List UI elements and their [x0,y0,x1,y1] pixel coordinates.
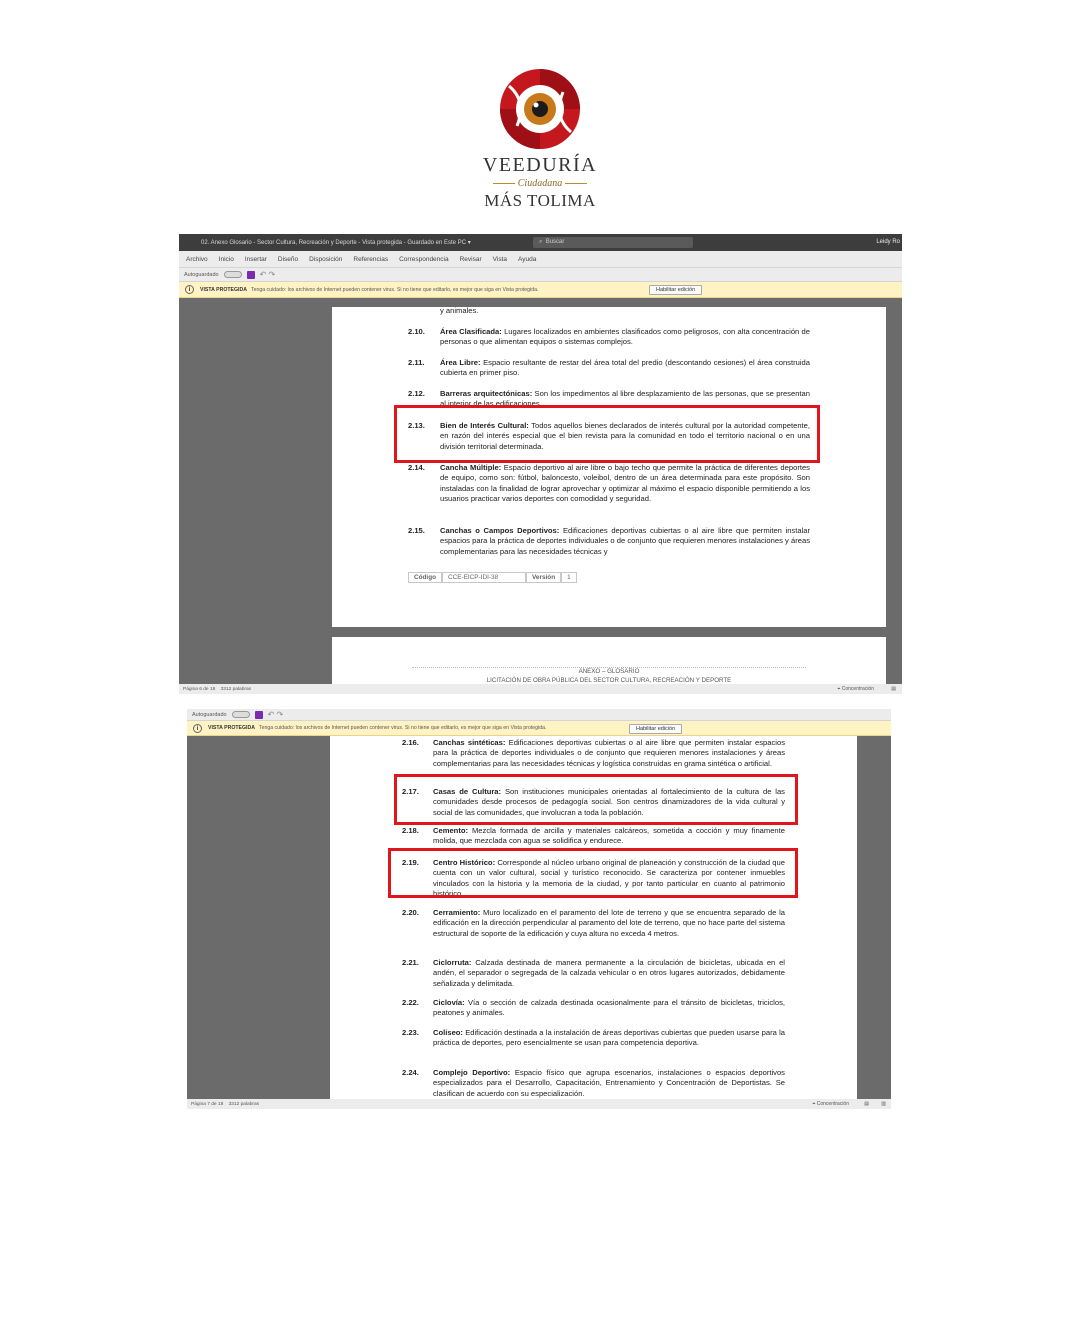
entry-text: Espacio resultante de restar del área total del predio (descontando cesiones) el área construida cubierta en primer piso. [440,358,810,378]
ribbon-tabs [179,251,902,268]
document-canvas[interactable] [179,307,902,684]
logo-rule-left [493,183,515,184]
entry-term: Centro Histórico: [433,858,496,867]
user-name[interactable]: Leidy Ro [876,239,900,245]
status-bar [179,684,902,694]
quick-access-toolbar [187,709,891,721]
tab-archivo[interactable]: Archivo [186,255,208,263]
focus-label: Concentración [816,1101,849,1107]
veeduria-logo [480,66,600,211]
entry-term: Coliseo: [433,1028,463,1037]
entry-text: Lugares localizados en ambientes clasificados como peligrosos, con alta concentración de personas o que alimentan equipos o sistemas complejos. [440,327,810,347]
protected-view-bar [187,721,891,736]
document-footer-code [408,572,577,583]
word-window-screenshot-2 [187,709,891,1109]
glossary-entry [402,826,785,847]
entry-text: Edificación destinada a la instalación de áreas deportivas cubiertas que pueden usarse para la práctica de deportes, pero esencialmente se usan para competencia deportiva. [433,1028,785,1048]
quick-access-toolbar [179,268,902,282]
glossary-entry [408,526,810,557]
entry-term: Ciclorruta: [433,958,472,967]
undo-icon[interactable]: ↶ ↷ [259,270,276,279]
entry-number: 2.23. [402,1028,419,1037]
search-input[interactable]: ⌕ Buscar [533,237,693,248]
entry-term: Complejo Deportivo: [433,1068,511,1077]
entry-text: Son los impedimentos al libre desplazamiento de las personas, que se presentan al interior de las edificaciones. [440,389,810,409]
glossary-entry [402,958,785,989]
autosave-label: Autoguardado [192,711,227,718]
tab-ayuda[interactable]: Ayuda [518,255,537,263]
entry-text: Muro localizado en el paramento del lote de terreno y que se encuentra separado de la edificación en la dirección perpendicular al paramento del lote de terreno, que no hace parte del sistema estructural de soporte de la edificación y cuya altura no exceda 4 metros. [433,908,785,938]
entry-number: 2.11. [408,358,425,367]
status-word-count[interactable]: 3312 palabras [220,686,252,692]
document-page [332,307,886,627]
glossary-entry [402,908,785,939]
fragment-text: y animales. [440,307,479,315]
tab-diseno[interactable]: Diseño [277,255,299,263]
entry-number: 2.24. [402,1068,419,1077]
next-page-header: ANEXO – GLOSARIO [412,667,806,675]
glossary-entry [408,358,810,379]
entry-number: 2.20. [402,908,419,917]
entry-text: Edificaciones deportivas cubiertas o al aire libre que permiten instalar espacios para la práctica de deportes individuales o de conjunto que requieren menores instalaciones y áreas complementarias para las necesidades técnicas y logística construidas en grama sintética o artificial. [433,738,785,768]
glossary-entry [408,463,810,505]
logo-rule-right [565,183,587,184]
glossary-entry [402,998,785,1019]
search-placeholder: Buscar [545,239,565,245]
entry-term: Cancha Múltiple: [440,463,502,472]
status-word-count[interactable]: 3312 palabras [228,1101,260,1107]
entry-text: Todos aquellos bienes declarados de interés cultural por la autoridad competente, en razón del interés especial que el bien revista para la comunidad en todo el territorio nacional o en una división territorial determinada. [440,421,810,451]
entry-text: Corresponde al núcleo urbano original de planeación y construcción de la ciudad que cuenta con un valor cultural, social y turístico reconocido. Se caracteriza por contener inmuebles vinculados con la historia y la memoria de la ciudad, y por tanto particular en cuanto al patrimonio histórico. [433,858,785,899]
eye-emblem-icon [497,66,583,152]
status-bar [187,1099,891,1109]
entry-number: 2.17. [402,787,419,796]
entry-text: Vía o sección de calzada destinada ocasionalmente para el tránsito de bicicletas, triciclos, peatones y animales. [433,998,785,1018]
word-window-screenshot-1 [179,234,902,694]
highlight-box-2-13 [394,405,820,463]
save-icon[interactable] [247,271,255,279]
protected-view-message: Tenga cuidado: los archivos de Internet pueden contener virus. Si no tiene que editarlo, es mejor que siga en Vista protegida. [258,725,547,731]
entry-number: 2.12. [408,389,425,398]
tab-inicio[interactable]: Inicio [218,255,234,263]
entry-number: 2.10. [408,327,425,336]
logo-subtitle: Ciudadana [517,178,563,189]
focus-label: Concentración [841,686,874,692]
entry-term: Casas de Cultura: [433,787,502,796]
entry-term: Área Clasificada: [440,327,502,336]
enable-editing-button[interactable]: Habilitar edición [629,724,682,734]
entry-number: 2.22. [402,998,419,1007]
entry-text: Espacio deportivo al aire libre o bajo techo que permite la práctica de diferentes deportes de equipo, como son: fútbol, baloncesto, voleibol, dentro de un área determinada para este propósito. Son instaladas con la finalidad de lograr aprovechar y optimizar al máximo el espacio disponible permitiendo a los usuarios practicar varios deportes con comodidad y seguridad. [440,463,810,504]
next-document-page [332,637,886,684]
highlight-box-2-17 [394,774,798,825]
read-mode-icon[interactable]: ▤ [891,686,896,692]
protected-view-label: VISTA PROTEGIDA [208,725,255,731]
focus-mode-button[interactable]: ⌖ Concentración [812,1101,849,1107]
focus-mode-button[interactable]: ⌖ Concentración [837,686,874,692]
entry-number: 2.21. [402,958,419,967]
entry-term: Ciclovía: [433,998,465,1007]
tab-referencias[interactable]: Referencias [353,255,389,263]
read-mode-icon[interactable]: ▤ [864,1101,869,1107]
logo-subtitle-row [480,178,600,189]
save-icon[interactable] [255,711,263,719]
next-page-subheader: LICITACIÓN DE OBRA PÚBLICA DEL SECTOR CULTURA, RECREACIÓN Y DEPORTE [486,677,732,684]
entry-number: 2.19. [402,858,419,867]
status-page-count[interactable]: Página 6 de 18 [183,686,216,692]
entry-text: Son instituciones municipales orientadas al fortalecimiento de la cultura de las comunidades desde procesos de pedagogía social. Son centros dinamizadores de la vida cultural y social de las comunidades, que involucran a toda la población. [433,787,785,817]
entry-text: Edificaciones deportivas cubiertas o al aire libre que permiten instalar espacios para la práctica de deportes individuales o de conjunto que requieren menores instalaciones y áreas complementarias para las necesidades técnicas y [440,526,810,556]
info-icon: i [185,285,194,294]
entry-text: Espacio físico que agrupa escenarios, instalaciones o espacios deportivos especializados para el Desarrollo, Capacitación, Entrenamiento y Concentración de Deportistas. Se clasifican de acuerdo con su especialización. [433,1068,785,1098]
entry-term: Bien de Interés Cultural: [440,421,529,430]
glossary-entry [402,1028,785,1049]
info-icon: i [193,724,202,733]
logo-tagline: MÁS TOLIMA [484,191,596,210]
protected-view-bar [179,282,902,298]
version-value: 1 [561,572,577,583]
tab-revisar[interactable]: Revisar [459,255,482,263]
entry-number: 2.14. [408,463,425,472]
version-label: Versión [526,572,561,583]
tab-disposicion[interactable]: Disposición [309,255,343,263]
protected-view-message: Tenga cuidado: los archivos de Internet pueden contener virus. Si no tiene que editarlo, es mejor que siga en Vista protegida. [250,286,539,293]
entry-term: Área Libre: [440,358,481,367]
highlight-box-2-19 [388,848,798,898]
tab-correspondencia[interactable]: Correspondencia [399,255,449,263]
entry-term: Cerramiento: [433,908,481,917]
window-titlebar [179,234,902,251]
logo-title: VEEDURÍA [482,154,598,176]
protected-view-label: VISTA PROTEGIDA [200,286,247,293]
print-layout-icon[interactable]: ▥ [881,1101,886,1107]
entry-term: Canchas o Campos Deportivos: [440,526,560,535]
entry-number: 2.16. [402,738,419,747]
tab-insertar[interactable]: Insertar [244,255,267,263]
entry-term: Barreras arquitectónicas: [440,389,533,398]
autosave-label: Autoguardado [184,271,219,278]
glossary-entry [402,738,785,769]
entry-text: Mezcla formada de arcilla y materiales calcáreos, sometida a cocción y muy finamente molida, que mezclada con agua se solidifica y endurece. [433,826,785,846]
status-page-count[interactable]: Página 7 de 18 [191,1101,224,1107]
autosave-toggle[interactable] [224,271,242,278]
entry-number: 2.13. [408,421,425,430]
glossary-entry [402,1068,785,1099]
document-title: 02. Anexo Glosario - Sector Cultura, Recreación y Deporte - Vista protegida - Guardado en Este PC ▾ [201,240,471,246]
enable-editing-button[interactable]: Habilitar edición [649,285,702,295]
autosave-toggle[interactable] [232,711,250,718]
entry-number: 2.15. [408,526,425,535]
glossary-entry [408,327,810,348]
entry-term: Canchas sintéticas: [433,738,506,747]
code-label: Código [408,572,442,583]
entry-text: Calzada destinada de manera permanente a la circulación de bicicletas, ubicada en el andén, el separador o segregada de la calzada vehicular o en otros lugares autorizados, debidamente señalizada y delimitada. [433,958,785,988]
undo-icon[interactable]: ↶ ↷ [267,710,284,719]
code-value: CCE-EICP-IDI-38 [442,572,526,583]
tab-vista[interactable]: Vista [492,255,507,263]
entry-number: 2.18. [402,826,419,835]
entry-term: Cemento: [433,826,469,835]
